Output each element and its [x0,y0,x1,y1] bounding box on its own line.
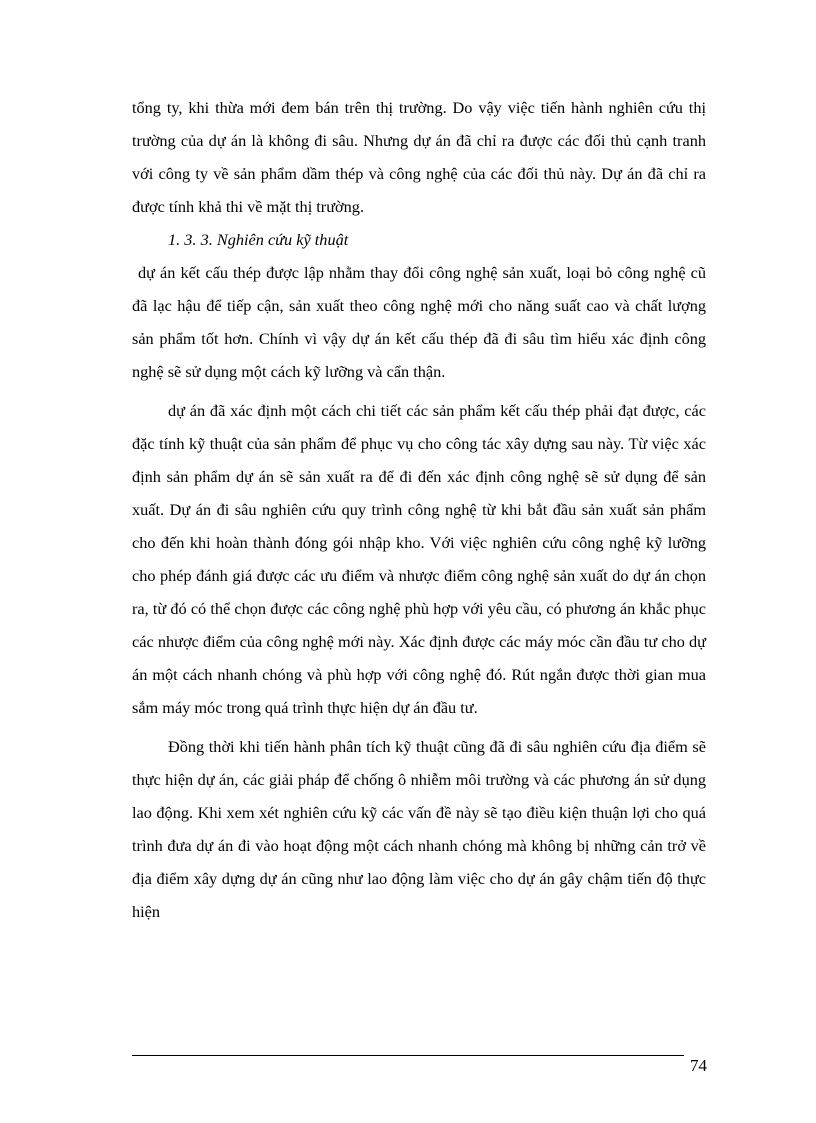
page-number: 74 [690,1056,707,1075]
paragraph-technology-goal: dự án kết cấu thép được lập nhằm thay đổi công nghệ sản xuất, loại bỏ công nghệ cũ đã lạc hậu để tiếp cận, sản xuất theo công nghệ mới cho năng suất cao và chất lượng sản phẩm tốt hơn. Chính vì vậy dự án kết cấu thép đã đi sâu tìm hiểu xác định công nghệ sẽ sử dụng một cách kỹ lưỡng và cẩn thận. [132,263,706,381]
footer-divider [132,1055,684,1056]
paragraph-technology-detail: dự án đã xác định một cách chi tiết các sản phẩm kết cấu thép phải đạt được, các đặc tính kỹ thuật của sản phẩm để phục vụ cho công tác xây dựng sau này. Từ việc xác định sản phẩm dự án sẽ sản xuất ra để đi đến xác định công nghệ sẽ sử dụng để sản xuất. Dự án đi sâu nghiên cứu quy trình công nghệ từ khi bắt đầu sản xuất sản phẩm cho đến khi hoàn thành đóng gói nhập kho. Với việc nghiên cứu công nghệ kỹ lưỡng cho phép đánh giá được các ưu điểm và nhược điểm công nghệ sản xuất do dự án chọn ra, từ đó có thể chọn được các công nghệ phù hợp với yêu cầu, có phương án khắc phục các nhược điểm của công nghệ mới này. Xác định được các máy móc cần đầu tư cho dự án một cách nhanh chóng và phù hợp với công nghệ đó. Rút ngắn được thời gian mua sắm máy móc trong quá trình thực hiện dự án đầu tư. [132,401,706,717]
paragraph-market-research: tổng ty, khi thừa mới đem bán trên thị trường. Do vậy việc tiến hành nghiên cứu thị trường của dự án là không đi sâu. Nhưng dự án đã chỉ ra được các đối thủ cạnh tranh với công ty về sản phẩm dầm thép và công nghệ của các đối thủ này. Dự án đã chỉ ra được tính khả thi về mặt thị trường. [132,98,706,216]
page-body [132,91,706,928]
section-heading: 1. 3. 3. Nghiên cứu kỹ thuật [168,230,349,249]
paragraph-location-analysis: Đồng thời khi tiến hành phân tích kỹ thuật cũng đã đi sâu nghiên cứu địa điểm sẽ thực hiện dự án, các giải pháp để chống ô nhiễm môi trường và các phương án sử dụng lao động. Khi xem xét nghiên cứu kỹ các vấn đề này sẽ tạo điều kiện thuận lợi cho quá trình đưa dự án đi vào hoạt động một cách nhanh chóng mà không bị những cản trở về địa điểm xây dựng dự án cũng như lao động làm việc cho dự án gây chậm tiến độ thực hiện [132,737,706,921]
